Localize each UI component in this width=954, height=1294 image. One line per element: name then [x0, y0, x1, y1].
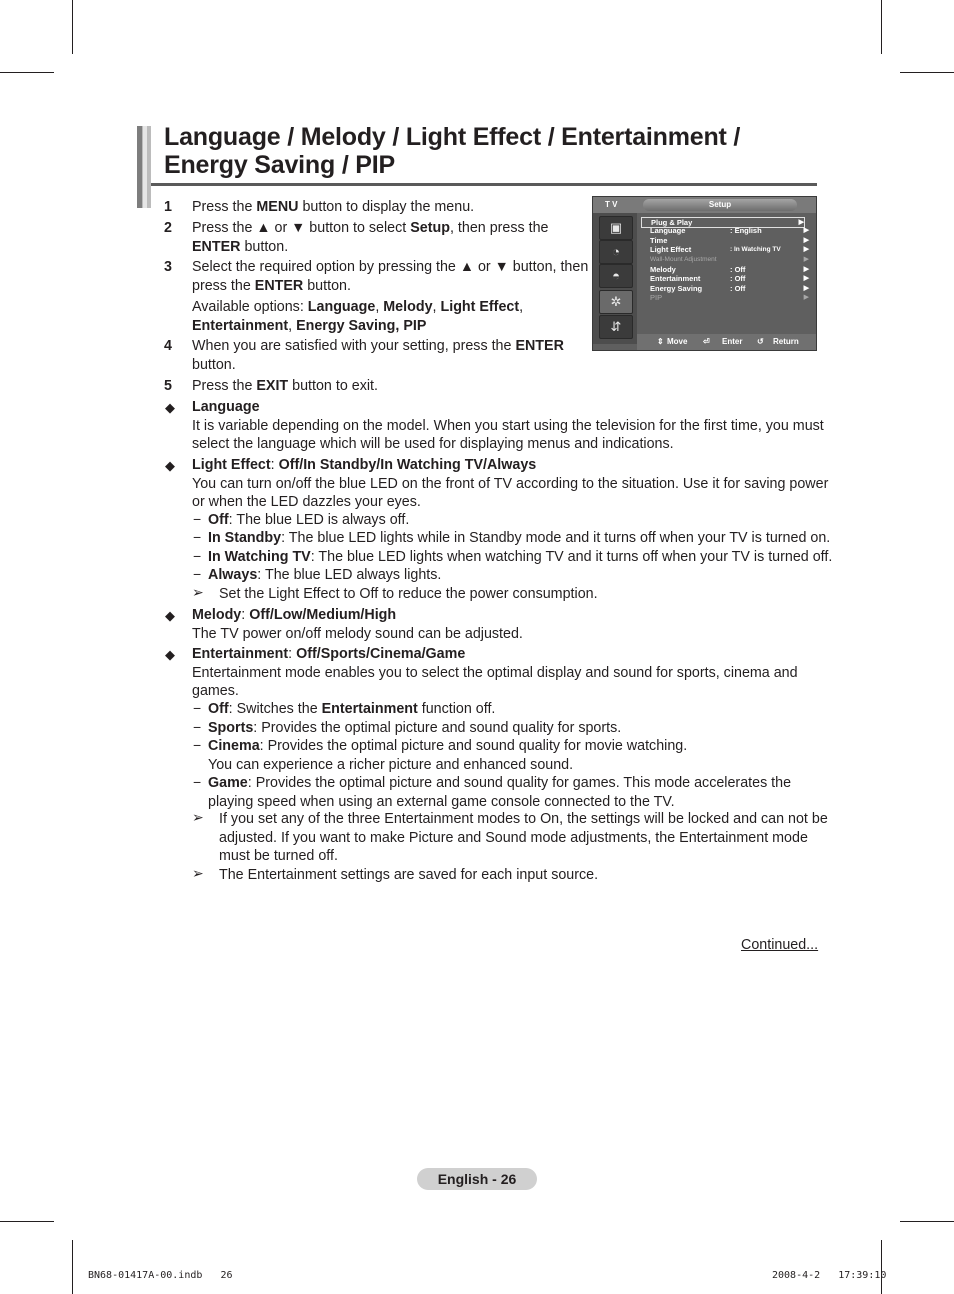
entertainment-item: Sports: Provides the optimal picture and sound quality for sports. — [208, 720, 622, 736]
crop-mark — [881, 0, 882, 54]
picture-menu-icon: ▣ — [599, 216, 633, 240]
dash-bullet: − — [193, 737, 202, 753]
light-effect-section: Light Effect: Off/In Standby/In Watching TV/Always You can turn on/off the blue LED on the front of TV according to the situation. Use it for saving power or when the LED dazzles your eyes. — [192, 457, 829, 510]
crop-mark — [72, 1240, 73, 1294]
bullet-diamond-icon: ◆ — [165, 400, 175, 415]
light-effect-item: In Standby: The blue LED lights while in Standby mode and it turns off when your TV is turned on. — [208, 530, 831, 546]
osd-enter-label: Enter — [722, 337, 743, 346]
dash-bullet: − — [193, 700, 202, 716]
osd-row-language: Language : English ▶ — [650, 226, 809, 235]
step-number: 1 — [164, 199, 172, 215]
melody-section: Melody: Off/Low/Medium/High The TV power on/off melody sound can be adjusted. — [192, 607, 523, 642]
light-effect-item: In Watching TV: The blue LED lights when watching TV and it turns off when your TV is turned off. — [208, 549, 833, 565]
osd-row-time: Time ▶ — [650, 236, 809, 245]
crop-mark — [72, 0, 73, 54]
osd-header — [593, 197, 816, 213]
osd-move-label: Move — [667, 337, 688, 346]
osd-footer — [637, 334, 816, 350]
bullet-diamond-icon: ◆ — [165, 647, 175, 662]
title-decoration — [143, 126, 147, 208]
step-number: 5 — [164, 378, 172, 394]
light-effect-note: Set the Light Effect to Off to reduce the power consumption. — [219, 586, 598, 602]
osd-row-pip: PIP ▶ — [650, 293, 809, 302]
print-footer-date: 2008-4-2 17:39:10 — [772, 1270, 887, 1281]
entertainment-note: The Entertainment settings are saved for each input source. — [219, 867, 599, 883]
step-number: 3 — [164, 259, 172, 275]
osd-row-plug-play: Plug & Play ▶ — [641, 217, 805, 228]
page-title — [164, 123, 740, 179]
print-footer-file: BN68-01417A-00.indb 26 — [88, 1270, 233, 1281]
crop-mark — [900, 72, 954, 73]
setup-menu-icon: ✲ — [599, 290, 633, 314]
osd-row-energy-saving: Energy Saving : Off ▶ — [650, 284, 809, 293]
entertainment-note: If you set any of the three Entertainment modes to On, the settings will be locked and can not be adjusted. If you want to make Picture and Sound mode adjustments, the Entertainment mode must be turned off. — [219, 811, 828, 864]
input-menu-icon: ⇵ — [599, 315, 633, 339]
dash-bullet: − — [193, 529, 202, 545]
crop-mark — [900, 1221, 954, 1222]
osd-row-light-effect: Light Effect : In Watching TV ▶ — [650, 245, 809, 254]
step-3-text: Select the required option by pressing the ▲ or ▼ button, then press the ENTER button. — [192, 259, 589, 294]
entertainment-item: Off: Switches the Entertainment function off. — [208, 701, 496, 717]
note-arrow-icon: ➢ — [192, 865, 204, 881]
title-line-2: Energy Saving / PIP — [164, 151, 396, 179]
osd-menu-list — [641, 215, 811, 325]
enter-icon: ⏎ — [703, 337, 710, 346]
dash-bullet: − — [193, 719, 202, 735]
osd-row-wall-mount: Wall-Mount Adjustment ▶ — [650, 256, 809, 263]
note-arrow-icon: ➢ — [192, 584, 204, 600]
osd-title: Setup — [708, 200, 732, 209]
entertainment-item: Cinema: Provides the optimal picture and sound quality for movie watching. You can experience a richer picture and enhanced sound. — [208, 738, 688, 773]
step-number: 2 — [164, 220, 172, 236]
dash-bullet: − — [193, 774, 202, 790]
channel-menu-icon: ◓ — [599, 264, 633, 288]
step-2-text: Press the ▲ or ▼ button to select Setup, then press the ENTER button. — [192, 220, 549, 255]
crop-mark — [0, 72, 54, 73]
dash-bullet: − — [193, 566, 202, 582]
osd-sidebar — [593, 213, 637, 344]
note-arrow-icon: ➢ — [192, 809, 204, 825]
title-rule — [151, 183, 817, 186]
osd-tv-label: T V — [605, 200, 618, 209]
page-number-badge: English - 26 — [417, 1168, 537, 1190]
language-section: Language It is variable depending on the model. When you start using the television for the first time, you must select the language which will be used for displaying menus and indications. — [192, 399, 824, 452]
dash-bullet: − — [193, 511, 202, 527]
step-4-text: When you are satisfied with your setting, press the ENTER button. — [192, 338, 564, 373]
bullet-diamond-icon: ◆ — [165, 458, 175, 473]
crop-mark — [0, 1221, 54, 1222]
entertainment-item: Game: Provides the optimal picture and sound quality for games. This mode accelerates the playing speed when using an external game console connected to the TV. — [208, 775, 792, 810]
available-options: Available options: Language, Melody, Light Effect, Entertainment, Energy Saving, PIP — [192, 299, 524, 334]
entertainment-section: Entertainment: Off/Sports/Cinema/Game Entertainment mode enables you to select the optimal display and sound for sports, cinema and games. — [192, 646, 798, 699]
return-icon: ↺ — [757, 337, 764, 346]
continued-link[interactable]: Continued... — [741, 937, 819, 953]
osd-return-label: Return — [773, 337, 799, 346]
step-1-text: Press the MENU button to display the menu. — [192, 199, 475, 215]
dash-bullet: − — [193, 548, 202, 564]
step-number: 4 — [164, 338, 172, 354]
light-effect-item: Always: The blue LED always lights. — [208, 567, 442, 583]
tv-setup-menu-screenshot — [592, 196, 817, 351]
light-effect-item: Off: The blue LED is always off. — [208, 512, 410, 528]
osd-row-entertainment: Entertainment : Off ▶ — [650, 274, 809, 283]
osd-title-pill — [643, 199, 797, 211]
osd-row-melody: Melody : Off ▶ — [650, 265, 809, 274]
crop-mark — [881, 1240, 882, 1294]
title-line-1: Language / Melody / Light Effect / Entertainment / — [164, 123, 741, 151]
move-icon: ⇕ — [657, 337, 664, 346]
bullet-diamond-icon: ◆ — [165, 608, 175, 623]
step-5-text: Press the EXIT button to exit. — [192, 378, 378, 394]
sound-menu-icon: ◔ — [599, 240, 633, 264]
